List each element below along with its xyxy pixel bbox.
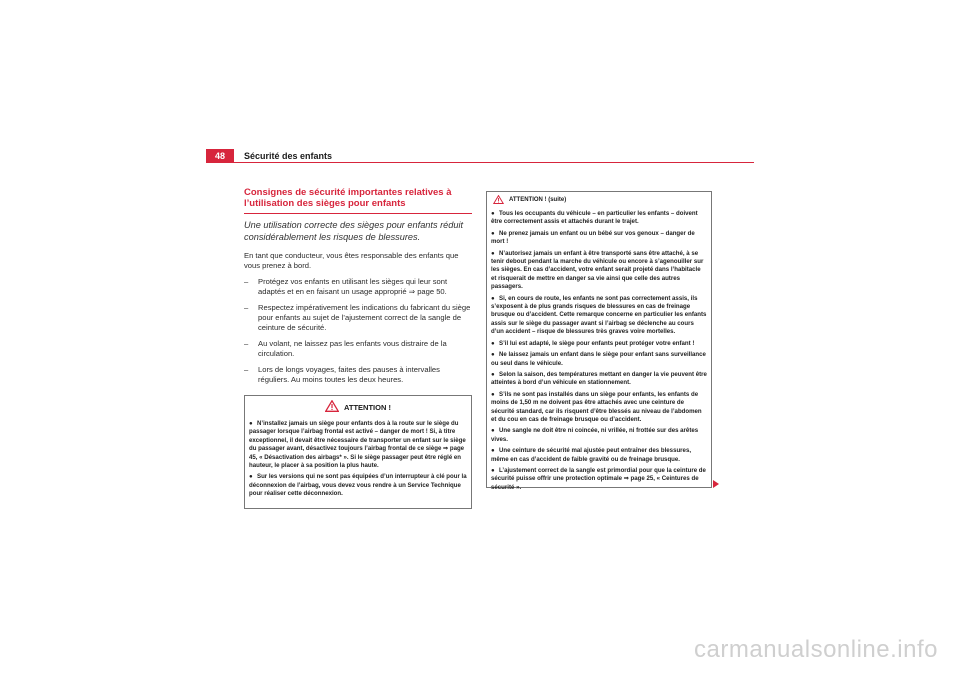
left-column [244, 187, 472, 509]
warning-item: ● Une sangle ne doit être ni coincée, ni vrillée, ni frottée sur des arêtes vives. [491, 427, 699, 443]
warning-title: ATTENTION ! (suite) [509, 197, 567, 203]
right-column [486, 191, 712, 491]
intro-paragraph: En tant que conducteur, vous êtes responsable des enfants que vous prenez à bord. [244, 251, 459, 270]
list-item: – Protégez vos enfants en utilisant les sièges qui leur sont adaptés et en en faisant un usage approprié ⇒ page 50. [244, 277, 472, 297]
warning-header [245, 396, 471, 418]
warning-body [487, 208, 711, 501]
instruction-list [244, 277, 472, 385]
warning-item: ● Ne prenez jamais un enfant ou un bébé sur vos genoux – danger de mort ! [491, 229, 695, 246]
running-header: Sécurité des enfants [244, 151, 333, 161]
warning-box [244, 395, 472, 509]
warning-item: ● Ne laissez jamais un enfant dans le siège pour enfant sans surveillance ou seul dans le véhicule. [491, 351, 706, 367]
header-rule [206, 162, 754, 163]
warning-item: ● N’autorisez jamais un enfant à être transporté sans être attaché, à se tenir debout pendant la marche du véhicule ou encore à s’agenouiller sur les sièges. En cas d’accident, votre enfant serait projeté dans l’habitacle et risquerait de mettre en danger sa vie ainsi que celle des autres passagers. [491, 249, 704, 291]
warning-item: ● L’ajustement correct de la sangle est primordial pour que la ceinture de sécurité puisse offrir une protection optimale ⇒ page 25, « Ceintures de sécurité ». [491, 466, 706, 491]
warning-item: ● N’installez jamais un siège pour enfants dos à la route sur le siège du passager lorsque l’airbag frontal est activé – danger de mort ! Si, à titre exceptionnel, il devait être nécessaire de transporter un enfant sur le siège du passager avant, désactivez toujours l’airbag frontal de ce siège ⇒ page 45, « Désactivation des airbags* ». Si le siège passager peut être réglé en hauteur, le placer à sa position la plus haute. [249, 420, 466, 470]
warning-triangle-icon [493, 195, 504, 206]
list-item: – Au volant, ne laissez pas les enfants vous distraire de la circulation. [244, 339, 472, 359]
warning-item: ● Tous les occupants du véhicule – en particulier les enfants – doivent être correctement assis et attachés durant le trajet. [491, 210, 698, 226]
warning-box-continued [486, 191, 712, 491]
warning-item: ● S’il lui est adapté, le siège pour enfants peut protéger votre enfant ! [491, 339, 695, 347]
watermark: carmanualsonline.info [694, 636, 938, 663]
list-item: – Lors de longs voyages, faites des pauses à intervalles réguliers. Au moins toutes les deux heures. [244, 365, 472, 385]
section-title: Consignes de sécurité importantes relatives à l’utilisation des sièges pour enfants [244, 187, 452, 209]
warning-item: ● Une ceinture de sécurité mal ajustée peut entraîner des blessures, même en cas d’accident de faible gravité ou de freinage brusque. [491, 447, 692, 463]
title-rule [244, 213, 472, 214]
next-page-arrow-icon [713, 480, 719, 488]
list-item: – Respectez impérativement les indications du fabricant du siège pour enfants au sujet de l’ajustement correct de la sangle de ceinture de sécurité. [244, 303, 472, 333]
warning-item: ● S’ils ne sont pas installés dans un siège pour enfants, les enfants de moins de 1,50 m ne doivent pas être attachés avec une ceinture de sécurité standard, car ils risquent d’être blessés au niveau de l’abdomen et du cou en cas de freinage brusque ou d’accident. [491, 390, 702, 423]
warning-item: ● Sur les versions qui ne sont pas équipées d’un interrupteur à clé pour la déconnexion de l’airbag, vous devez vous rendre à un Service Technique pour réaliser cette déconnexion. [249, 473, 467, 498]
warning-triangle-icon [325, 400, 339, 414]
section-subtitle: Une utilisation correcte des sièges pour enfants réduit considérablement les risques de blessures. [244, 220, 464, 242]
warning-title: ATTENTION ! [344, 402, 391, 412]
warning-item: ● Si, en cours de route, les enfants ne sont pas correctement assis, ils s’exposent à de plus grands risques de blessures en cas de freinage brusque ou d’accident. Cette remarque concerne en particulier les enfants assis sur le siège du passager avant si l’airbag se déclenche au cours d’un accident – risque de blessures très graves voire mortelles. [491, 294, 707, 336]
warning-header [487, 192, 711, 208]
warning-body [245, 418, 471, 508]
page-number: 48 [206, 149, 234, 163]
warning-item: ● Selon la saison, des températures mettant en danger la vie peuvent être atteintes à bord d’un véhicule en stationnement. [491, 370, 707, 387]
